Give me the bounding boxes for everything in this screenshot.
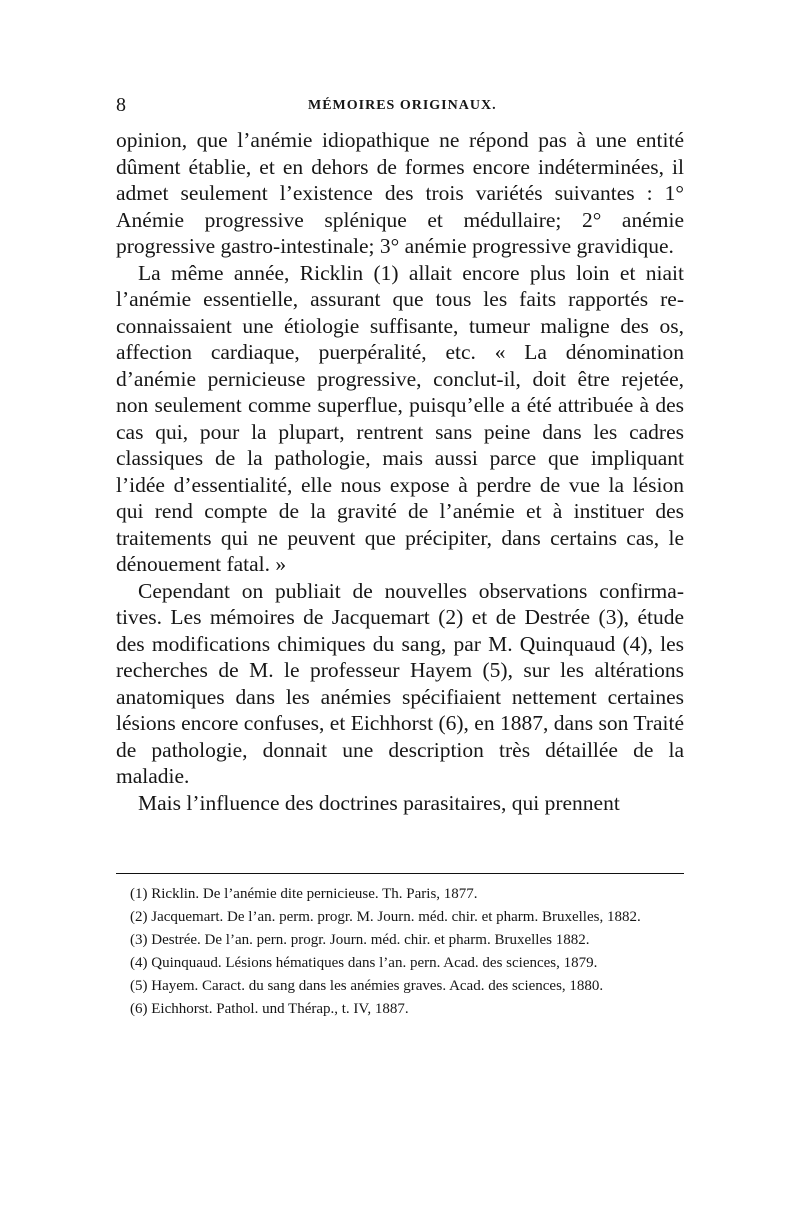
footnote: (6) Eichhorst. Pathol. und Thérap., t. IV, 1887. [130,1001,409,1017]
book-page [116,0,684,1215]
footnote: (3) Destrée. De l’an. pern. progr. Journ. méd. chir. et pharm. Bruxelles 1882. [130,932,590,948]
footnotes [116,883,684,1021]
paragraph: opinion, que l’anémie idiopathique ne répond pas à une entité dûment établie, et en dehors de formes encore indéterminées, il admet seulement l’existence des trois variétés suivantes : 1° Anémie progressive splénique et médullaire; 2° anémie progressive gastro-intestinale; 3° anémie progressive gravidique. [116,128,684,258]
page-header [116,93,684,117]
footnote-rule [116,873,684,874]
page-number: 8 [116,94,126,116]
paragraph: Mais l’influence des doctrines parasitaires, qui prennent [138,790,620,815]
footnote: (2) Jacquemart. De l’an. perm. progr. M. Journ. méd. chir. et pharm. Bruxelles, 1882. [130,909,641,925]
body-text [116,127,684,816]
paragraph: La même année, Ricklin (1) allait encore plus loin et niait l’anémie essentielle, assurant que tous les faits rapportés reconnaissaient une étiologie suffisante, tumeur maligne des os, affection cardiaque, puerpéralité, etc. « La dénomination d’anémie pernicieuse progressive, conclut-il, doit être rejetée, non seulement comme superflue, puisqu’elle a été attribuée à des cas qui, pour la plupart, rentrent sans peine dans les cadres classiques de la pathologie, mais aussi parce que impliquant l’idée d’essentialité, elle nous expose à perdre de vue la lésion qui rend compte de la gravité de l’anémie et à instituer des traitements qui ne peuvent que précipiter, dans certains cas, le dénouement fatal. » [116,260,684,576]
footnote: (4) Quinquaud. Lésions hématiques dans l’an. pern. Acad. des sciences, 1879. [130,955,598,971]
running-head: MÉMOIRES ORIGINAUX. [308,98,497,113]
footnote: (5) Hayem. Caract. du sang dans les anémies graves. Acad. des sciences, 1880. [130,978,604,994]
paragraph: Cependant on publiait de nouvelles observations confirmatives. Les mémoires de Jacquemart (2) et de Destrée (3), étude des modifications chimiques du sang, par M. Quinquaud (4), les recherches de M. le professeur Hayem (5), sur les altérations anatomiques dans les anémies spécifiaient nettement certaines lésions encore confuses, et Eichhorst (6), en 1887, dans son Traité de pathologie, donnait une description très détaillée de la maladie. [116,578,684,788]
footnote: (1) Ricklin. De l’anémie dite pernicieuse. Th. Paris, 1877. [130,886,478,902]
